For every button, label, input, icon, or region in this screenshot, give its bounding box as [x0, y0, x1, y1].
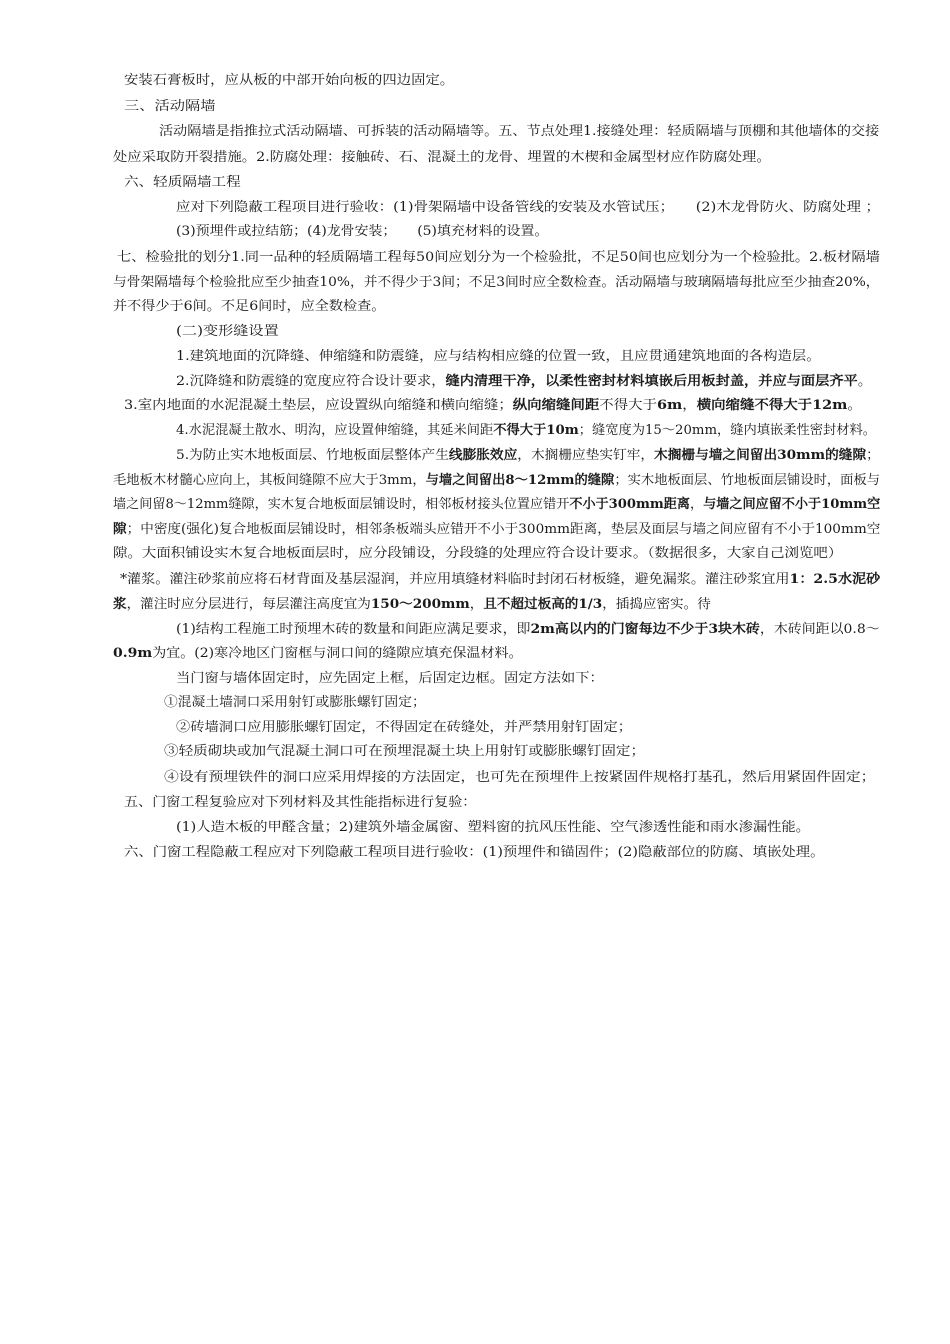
text-run: ，插捣应密实。待	[602, 597, 711, 612]
text-run: 墙之间留8～12mm缝隙，实木复合地板面层铺设时，相邻板材接头位置应错开	[113, 497, 570, 512]
text-run: ，	[689, 497, 704, 512]
text-run: 应对下列隐蔽工程项目进行验收：(1)骨架隔墙中设备管线的安装及水管试压； (2)木龙骨防火、防腐处理 ；	[176, 200, 881, 215]
text-run-bold: 纵向缩缝间距	[512, 398, 600, 413]
text-run: (1)结构工程施工时预埋木砖的数量和间距应满足要求，即	[176, 622, 531, 637]
text-run: ；中密度(强化)复合地板面层铺设时，相邻条板端头应错开不小于300mm距离，垫层及面层与墙之间应留有不小于100mm空	[126, 522, 881, 537]
text-run-bold: 0.9m	[113, 646, 153, 661]
text-line	[176, 446, 880, 466]
text-run-bold: 1：2.5水泥砂	[789, 572, 881, 587]
text-line	[113, 495, 880, 515]
section-heading	[124, 97, 215, 117]
text-run-bold: 不得大于10m	[493, 423, 579, 438]
text-run-bold: 2m高以内的门窗每边不少于3块木砖	[530, 622, 760, 637]
text-line	[113, 148, 771, 168]
text-run: 1.建筑地面的沉降缝、伸缩缝和防震缝，应与结构相应缝的位置一致，且应贯通建筑地面的各构造层。	[176, 349, 821, 364]
text-run: 为宜。(2)寒冷地区门窗框与洞口间的缝隙应填充保温材料。	[152, 646, 523, 661]
text-line	[176, 222, 548, 242]
text-line	[113, 520, 880, 540]
list-item	[164, 768, 875, 788]
text-line	[113, 544, 842, 564]
text-line	[113, 273, 880, 293]
text-line	[176, 347, 821, 367]
text-run: ；实木地板面层、竹地板面层铺设时，面板与	[614, 473, 881, 488]
text-run: 安装石膏板时，应从板的中部开始向板的四边固定。	[124, 73, 455, 88]
text-run: ②砖墙洞口应用膨胀螺钉固定，不得固定在砖缝处，并严禁用射钉固定；	[176, 720, 632, 735]
text-run-bold: 线膨胀效应	[448, 448, 518, 463]
text-run: *灌浆。灌注砂浆前应将石材背面及基层湿润，并应用填缝材料临时封闭石材板缝，避免漏浆。灌注砂浆宜用	[120, 572, 790, 587]
text-run-bold: 浆	[113, 597, 127, 612]
text-run: ，	[469, 597, 484, 612]
text-run: 三、活动隔墙	[124, 99, 216, 114]
text-run: 隙。大面积铺设实木复合地板面层时，应分段铺设，分段缝的处理应符合设计要求。（数据很多，大家自己浏览吧）	[113, 546, 843, 561]
text-run: 5.为防止实木地板面层、竹地板面层整体产生	[176, 448, 449, 463]
text-line	[124, 71, 454, 91]
text-run-bold: 不小于300mm距离	[569, 497, 690, 512]
text-run: ；	[866, 448, 880, 463]
text-run: 处应采取防开裂措施。2.防腐处理：接触砖、石、混凝土的龙骨、埋置的木楔和金属型材应作防腐处理。	[113, 150, 771, 165]
text-run: 。	[847, 398, 862, 413]
text-line	[176, 620, 880, 640]
text-line	[124, 396, 862, 416]
text-run-bold: 隙	[113, 522, 127, 537]
text-run: 活动隔墙是指推拉式活动隔墙、可拆装的活动隔墙等。五、节点处理1.接缝处理：轻质隔墙与顶棚和其他墙体的交接	[159, 124, 880, 139]
text-line	[176, 818, 810, 838]
text-run: 五、门窗工程复验应对下列材料及其性能指标进行复验：	[124, 795, 477, 810]
section-heading	[124, 173, 241, 193]
text-line	[113, 644, 522, 664]
text-run: 六、轻质隔墙工程	[124, 175, 241, 190]
text-line	[176, 421, 876, 441]
text-run: 4.水泥混凝土散水、明沟，应设置伸缩缝，其延米间距	[176, 423, 494, 438]
text-line	[113, 471, 880, 491]
text-run: 六、门窗工程隐蔽工程应对下列隐蔽工程项目进行验收：(1)预埋件和锚固件；(2)隐蔽部位的防腐、填嵌处理。	[124, 845, 825, 860]
text-run: 2.沉降缝和防震缝的宽度应符合设计要求，	[176, 374, 446, 389]
text-run-bold: 且不超过板高的1/3	[483, 597, 603, 612]
text-run-bold: 与墙之间应留不小于10mm空	[703, 497, 881, 512]
text-run: ③轻质砌块或加气混凝土洞口可在预埋混凝土块上用射钉或膨胀螺钉固定；	[164, 744, 646, 759]
text-run-bold: 横向缩缝不得大于12m	[696, 398, 848, 413]
text-run: ，灌注时应分层进行，每层灌注高度宜为	[126, 597, 371, 612]
section-heading	[176, 322, 279, 342]
text-line	[159, 122, 879, 142]
text-run: (3)预埋件或拉结筋；(4)龙骨安装； (5)填充材料的设置。	[176, 224, 549, 239]
text-run: ④设有预埋铁件的洞口应采用焊接的方法固定，也可先在预埋件上按紧固件规格打基孔，然后用紧固件固定；	[164, 770, 876, 785]
text-run: ，木搁栅应垫实钉牢，	[517, 448, 655, 463]
text-line	[113, 297, 385, 317]
section-heading	[124, 793, 476, 813]
text-run: ，	[682, 398, 697, 413]
text-run-bold: 缝内清理干净，以柔性密封材料填嵌后用板封盖，并应与面层齐平	[445, 374, 858, 389]
text-line	[176, 198, 880, 218]
text-run: 3.室内地面的水泥混凝土垫层，应设置纵向缩缝和横向缩缝；	[124, 398, 513, 413]
text-line	[120, 570, 880, 590]
text-run: 毛地板木材髓心应向上，其板间缝隙不应大于3mm，	[113, 473, 426, 488]
text-run-bold: 150～200mm	[370, 597, 470, 612]
text-run: 与骨架隔墙每个检验批应至少抽查10%，并不得少于3间；不足3间时应全数检查。活动隔墙与玻璃隔墙每批应至少抽查20%，	[113, 275, 880, 290]
text-line	[117, 248, 880, 268]
list-item	[164, 693, 426, 713]
text-run: 七、检验批的划分1.同一品种的轻质隔墙工程每50间应划分为一个检验批，不足50间也应划分为一个检验批。2.板材隔墙	[117, 250, 880, 265]
text-run: 当门窗与墙体固定时，应先固定上框，后固定边框。固定方法如下：	[176, 671, 604, 686]
text-run-bold: 木搁栅与墙之间留出30mm的缝隙	[654, 448, 867, 463]
text-run: (二)变形缝设置	[176, 324, 279, 339]
text-run: ①混凝土墙洞口采用射钉或膨胀螺钉固定；	[164, 695, 426, 710]
list-item	[176, 718, 632, 738]
text-line	[113, 595, 711, 615]
text-run-bold: 与墙之间留出8～12mm的缝隙	[425, 473, 615, 488]
section-heading	[124, 843, 824, 863]
text-run: 并不得少于6间。不足6间时，应全数检查。	[113, 299, 386, 314]
text-line	[176, 372, 872, 392]
text-run-bold: 6m	[656, 398, 683, 413]
text-run: 不得大于	[599, 398, 657, 413]
text-run: ，木砖间距以0.8～	[759, 622, 880, 637]
text-run: 。	[857, 374, 872, 389]
list-item	[164, 742, 645, 762]
text-run: (1)人造木板的甲醛含量；2)建筑外墙金属窗、塑料窗的抗风压性能、空气渗透性能和雨水渗漏性能。	[176, 820, 810, 835]
text-run: ；缝宽度为15～20mm，缝内填嵌柔性密封材料。	[578, 423, 876, 438]
text-line	[176, 669, 604, 689]
